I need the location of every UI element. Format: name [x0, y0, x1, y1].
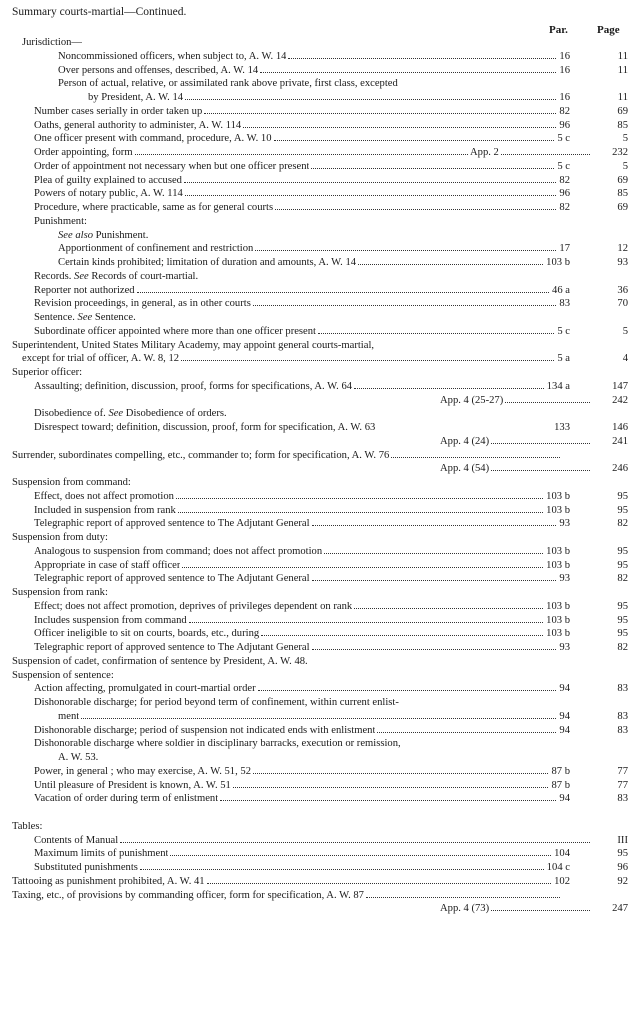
- entry-page: 95: [617, 600, 628, 612]
- entry-text: Surrender, subordinates compelling, etc., commander to; form for specification, A. W. 76: [12, 449, 390, 461]
- entry-text: Noncommissioned officers, when subject to, A. W. 14: [58, 50, 287, 62]
- entry-text: Records. See Records of court-martial.: [34, 270, 199, 282]
- entry-text: Oaths, general authority to administer, A. W. 114: [34, 119, 242, 131]
- entry-page: 83: [617, 683, 628, 695]
- entry-page: 232: [612, 147, 628, 158]
- leader-dots: [243, 119, 556, 128]
- entry-par: 82: [559, 174, 570, 186]
- entry-par: 5 c: [557, 160, 570, 172]
- entry-par: 104 c: [546, 862, 570, 873]
- leader-dots: [391, 449, 560, 458]
- leader-dots: [207, 875, 552, 884]
- index-entry: [0, 256, 640, 269]
- entry-text: Dishonorable discharge; for period beyond term of confinement, within current enlist-: [34, 697, 399, 708]
- index-entry: [0, 366, 640, 379]
- index-entry: [0, 600, 640, 613]
- index-entry: [0, 586, 640, 599]
- entry-par: 104: [554, 848, 570, 860]
- leader-dots: [312, 572, 557, 581]
- leader-dots: [318, 325, 554, 334]
- leader-dots: [366, 889, 560, 898]
- entry-text: Power, in general ; who may exercise, A. W. 51, 52: [34, 765, 251, 777]
- entry-text: Disrespect toward; definition, discussion, proof, form for specification, A. W. 63: [34, 422, 376, 433]
- entry-text: Over persons and offenses, described, A. W. 14: [58, 64, 259, 76]
- entry-par: 94: [559, 724, 570, 736]
- index-entry: [0, 751, 640, 764]
- entry-text: Tables:: [12, 820, 43, 832]
- index-entry: [0, 339, 640, 352]
- index-entry: [0, 64, 640, 77]
- leader-dots: [253, 765, 548, 774]
- entry-par: App. 4 (24): [440, 435, 490, 447]
- entry-par: 103 b: [546, 614, 570, 626]
- entry-par: 17: [559, 243, 570, 255]
- entry-page: 82: [617, 518, 628, 530]
- index-entry: [0, 36, 640, 49]
- leader-dots: [176, 490, 543, 499]
- index-entry: [0, 559, 640, 572]
- leader-dots: [189, 614, 543, 623]
- entry-text: Telegraphic report of approved sentence to The Adjutant General: [34, 573, 310, 585]
- entry-text: Vacation of order during term of enlistment: [34, 793, 219, 805]
- entry-text: See also Punishment.: [58, 229, 149, 241]
- entry-page: 246: [612, 463, 628, 475]
- entry-par: 103 b: [546, 600, 570, 612]
- entry-page: 95: [617, 490, 628, 502]
- index-entry: [0, 394, 640, 407]
- entry-page: 11: [617, 92, 628, 103]
- column-header-page: Page: [597, 24, 620, 36]
- entry-page: 5: [622, 160, 628, 172]
- index-entry: [0, 105, 640, 118]
- entry-text: Procedure, where practicable, same as for general courts: [34, 202, 274, 213]
- index-entry: [0, 820, 640, 833]
- entry-par: 5 c: [557, 325, 570, 337]
- leader-dots: [258, 682, 557, 691]
- index-entry: [0, 627, 640, 640]
- index-entry: [0, 119, 640, 132]
- entry-page: 95: [617, 545, 628, 557]
- index-entry: [0, 77, 640, 90]
- index-entry: [0, 847, 640, 860]
- entry-text: Analogous to suspension from command; does not affect promotion: [34, 545, 323, 557]
- leader-dots: [81, 710, 556, 719]
- entry-text: Subordinate officer appointed where more than one officer present: [34, 325, 317, 337]
- entry-par: 103 b: [546, 545, 570, 557]
- entry-text: Includes suspension from command: [34, 614, 187, 626]
- entry-par: 96: [559, 188, 570, 200]
- entry-par: App. 2: [470, 147, 499, 158]
- entry-text: Powers of notary public, A. W. 114: [34, 188, 183, 200]
- entry-text: Order appointing, form: [34, 147, 133, 158]
- leader-dots: [137, 284, 549, 293]
- index-entry: [0, 669, 640, 682]
- entry-page: 147: [612, 380, 628, 392]
- leader-dots: [505, 394, 590, 403]
- entry-text: Sentence. See Sentence.: [34, 312, 136, 323]
- entry-page: 69: [617, 174, 628, 186]
- entry-page: 95: [617, 559, 628, 571]
- entry-par: 5 a: [557, 353, 570, 365]
- index-entry: [0, 132, 640, 145]
- index-entry: [0, 284, 640, 297]
- entry-text: Contents of Manual: [34, 834, 119, 846]
- leader-dots: [261, 627, 543, 636]
- entry-page: 77: [617, 779, 628, 791]
- entry-text: Suspension of cadet, confirmation of sentence by President, A. W. 48.: [12, 655, 308, 667]
- entry-par: 103 b: [546, 559, 570, 571]
- entry-par: 16: [559, 64, 570, 76]
- entry-page: 70: [617, 298, 628, 310]
- entry-text: Dishonorable discharge; period of suspension not indicated ends with enlistment: [34, 724, 376, 736]
- index-entry: [0, 352, 640, 365]
- leader-dots: [288, 50, 556, 59]
- entry-text: Jurisdiction—: [22, 37, 83, 48]
- entry-page: 95: [617, 628, 628, 640]
- entry-text: Superintendent, United States Military Academy, may appoint general courts-martial,: [12, 339, 375, 351]
- leader-dots: [135, 146, 468, 155]
- index-entry: [0, 792, 640, 805]
- entry-page: 4: [622, 353, 628, 365]
- index-entry: [0, 297, 640, 310]
- entry-page: 12: [617, 243, 628, 255]
- index-entry: [0, 861, 640, 874]
- entry-par: 5 c: [557, 133, 570, 145]
- page-heading: Summary courts-martial—Continued.: [12, 6, 187, 18]
- leader-dots: [312, 517, 557, 526]
- entry-text: Assaulting; definition, discussion, proof, forms for specifications, A. W. 64: [34, 380, 353, 392]
- index-entry: [0, 641, 640, 654]
- index-entry: [0, 737, 640, 750]
- leader-dots: [181, 352, 554, 361]
- index-entry: [0, 449, 640, 462]
- index-entry: [0, 421, 640, 434]
- entry-page: 82: [617, 642, 628, 653]
- index-entry: [0, 902, 640, 915]
- entry-text: Included in suspension from rank: [34, 504, 176, 516]
- entry-text: One officer present with command, procedure, A. W. 10: [34, 133, 272, 145]
- leader-dots: [501, 146, 590, 155]
- index-entry: [0, 476, 640, 489]
- index-entry: [0, 50, 640, 63]
- entry-text: except for trial of officer, A. W. 8, 12: [22, 353, 180, 365]
- entry-par: 103 b: [546, 504, 570, 516]
- leader-dots: [253, 297, 557, 306]
- entry-par: 133: [554, 422, 570, 433]
- entry-page: 95: [617, 848, 628, 860]
- entry-text: Telegraphic report of approved sentence to The Adjutant General: [34, 518, 310, 530]
- entry-par: 87 b: [551, 779, 570, 791]
- leader-dots: [311, 160, 554, 169]
- leader-dots: [312, 641, 557, 650]
- entry-page: 11: [617, 64, 628, 76]
- index-entry: [0, 655, 640, 668]
- entry-par: 16: [559, 92, 570, 103]
- leader-dots: [354, 600, 543, 609]
- entry-par: App. 4 (73): [440, 903, 490, 915]
- entry-text: Plea of guilty explained to accused: [34, 174, 182, 186]
- index-entry: [0, 765, 640, 778]
- entry-par: 82: [559, 105, 570, 117]
- index-entry: [0, 91, 640, 104]
- leader-dots: [491, 462, 590, 471]
- leader-dots: [140, 861, 544, 870]
- entry-text: Disobedience of. See Disobedience of orders.: [34, 408, 227, 420]
- index-entry: [0, 875, 640, 888]
- entry-par: 94: [559, 683, 570, 695]
- leader-dots: [324, 545, 543, 554]
- entry-text: Revision proceedings, in general, as in other courts: [34, 298, 251, 310]
- entry-page: 83: [617, 710, 628, 722]
- entry-par: 93: [559, 573, 570, 585]
- entry-text: Effect; does not affect promotion, deprives of privileges dependent on rank: [34, 600, 353, 612]
- index-entry: [0, 724, 640, 737]
- entry-par: 83: [559, 298, 570, 310]
- entry-text: Officer ineligible to sit on courts, boards, etc., during: [34, 628, 260, 640]
- entry-page: 95: [617, 504, 628, 516]
- entry-text: A. W. 53.: [58, 752, 99, 763]
- index-entry: [0, 201, 640, 214]
- leader-dots: [185, 187, 557, 196]
- entry-text: Reporter not authorized: [34, 284, 135, 296]
- entry-page: 82: [617, 573, 628, 585]
- entry-page: 85: [617, 188, 628, 200]
- entry-page: 95: [617, 614, 628, 626]
- entry-page: 77: [617, 765, 628, 777]
- index-entry: [0, 325, 640, 338]
- entry-text: Suspension from duty:: [12, 532, 108, 543]
- leader-dots: [220, 792, 556, 801]
- entry-page: 5: [622, 133, 628, 145]
- entry-page: 96: [617, 862, 628, 873]
- entry-par: App. 4 (25-27): [440, 394, 504, 406]
- entry-page: 11: [617, 50, 628, 62]
- entry-page: 247: [612, 903, 628, 915]
- index-entry: [0, 160, 640, 173]
- leader-dots: [178, 504, 543, 513]
- entry-text: Suspension from rank:: [12, 587, 108, 598]
- entry-par: 102: [554, 875, 570, 887]
- column-header-par: Par.: [549, 24, 568, 36]
- entry-text: Dishonorable discharge where soldier in disciplinary barracks, execution or remission,: [34, 738, 401, 750]
- entry-par: 134 a: [546, 380, 570, 392]
- leader-dots: [275, 201, 556, 210]
- index-entry: [0, 270, 640, 283]
- index-entry: [0, 215, 640, 228]
- index-entry: [0, 614, 640, 627]
- entry-par: 93: [559, 642, 570, 653]
- entry-par: 103 b: [546, 628, 570, 640]
- entry-page: 146: [612, 422, 628, 433]
- leader-dots: [204, 105, 556, 114]
- index-entry: [0, 889, 640, 902]
- entry-page: 69: [617, 105, 628, 117]
- index-entry: [0, 682, 640, 695]
- leader-dots: [185, 91, 556, 100]
- entry-page: 5: [622, 325, 628, 337]
- entry-text: Certain kinds prohibited; limitation of duration and amounts, A. W. 14: [58, 257, 357, 268]
- leader-dots: [377, 724, 556, 733]
- entry-page: 83: [617, 793, 628, 805]
- entry-page: 93: [617, 257, 628, 268]
- leader-dots: [182, 559, 543, 568]
- index-entry: [0, 229, 640, 242]
- index-entry: [0, 834, 640, 847]
- leader-dots: [233, 779, 549, 788]
- entry-par: 94: [559, 793, 570, 805]
- entry-par: 93: [559, 518, 570, 530]
- index-entry: [0, 710, 640, 723]
- index-entry: [0, 380, 640, 393]
- entry-par: 87 b: [551, 765, 570, 777]
- entry-par: 82: [559, 202, 570, 213]
- entry-par: App. 4 (54): [440, 463, 490, 475]
- leader-dots: [170, 847, 551, 856]
- entry-page: 69: [617, 202, 628, 213]
- entry-text: by President, A. W. 14: [88, 92, 184, 103]
- entry-par: 103 b: [546, 257, 570, 268]
- index-entry: [0, 517, 640, 530]
- entry-text: Action affecting, promulgated in court-martial order: [34, 683, 256, 695]
- entry-text: Superior officer:: [12, 367, 83, 378]
- index-entry: [0, 462, 640, 475]
- entry-page: 85: [617, 119, 628, 131]
- entry-text: Substituted punishments: [34, 862, 138, 873]
- entry-par: 94: [559, 710, 570, 722]
- entry-page: 242: [612, 394, 628, 406]
- index-entry: [0, 504, 640, 517]
- leader-dots: [260, 64, 556, 73]
- index-entry: [0, 174, 640, 187]
- entry-page: 36: [617, 284, 628, 296]
- entry-text: Until pleasure of President is known, A. W. 51: [34, 779, 231, 791]
- entry-text: Person of actual, relative, or assimilated rank above private, first class, excepted: [58, 78, 398, 90]
- index-entry: [0, 407, 640, 420]
- leader-dots: [491, 902, 590, 911]
- index-entry: [0, 311, 640, 324]
- entry-text: Apportionment of confinement and restriction: [58, 243, 254, 255]
- entry-text: Order of appointment not necessary when but one officer present: [34, 160, 310, 172]
- entry-par: 103 b: [546, 490, 570, 502]
- index-entry: [0, 545, 640, 558]
- leader-dots: [274, 132, 555, 141]
- entry-text: Suspension of sentence:: [12, 669, 114, 681]
- entry-par: 96: [559, 119, 570, 131]
- index-entry: [0, 806, 640, 819]
- index-entry: [0, 490, 640, 503]
- leader-dots: [184, 174, 556, 183]
- leader-dots: [491, 435, 590, 444]
- entry-page: 241: [612, 435, 628, 447]
- entry-text: Suspension from command:: [12, 477, 131, 488]
- entry-text: Number cases serially in order taken up: [34, 105, 203, 117]
- leader-dots: [255, 242, 556, 251]
- entry-text: Tattooing as punishment prohibited, A. W. 41: [12, 875, 205, 887]
- leader-dots: [120, 834, 590, 843]
- entry-text: Telegraphic report of approved sentence to The Adjutant General: [34, 642, 310, 653]
- entry-text: ment: [58, 710, 80, 722]
- index-entry: [0, 572, 640, 585]
- entry-text: Maximum limits of punishment: [34, 848, 169, 860]
- entry-page: III: [617, 834, 628, 846]
- entry-text: Appropriate in case of staff officer: [34, 559, 181, 571]
- index-entry: [0, 435, 640, 448]
- index-entry: [0, 242, 640, 255]
- index-entry: [0, 696, 640, 709]
- entry-text: Taxing, etc., of provisions by commanding officer, form for specification, A. W. 87: [12, 889, 364, 901]
- index-entry: [0, 146, 640, 159]
- entry-text: Punishment:: [34, 215, 87, 227]
- index-entry: [0, 187, 640, 200]
- leader-dots: [354, 380, 544, 389]
- entry-par: 16: [559, 50, 570, 62]
- entry-par: 46 a: [552, 284, 570, 296]
- leader-dots: [358, 256, 543, 265]
- index-entry: [0, 531, 640, 544]
- entry-page: 92: [617, 875, 628, 887]
- entry-page: 83: [617, 724, 628, 736]
- entry-text: Effect, does not affect promotion: [34, 490, 174, 502]
- index-entry: [0, 779, 640, 792]
